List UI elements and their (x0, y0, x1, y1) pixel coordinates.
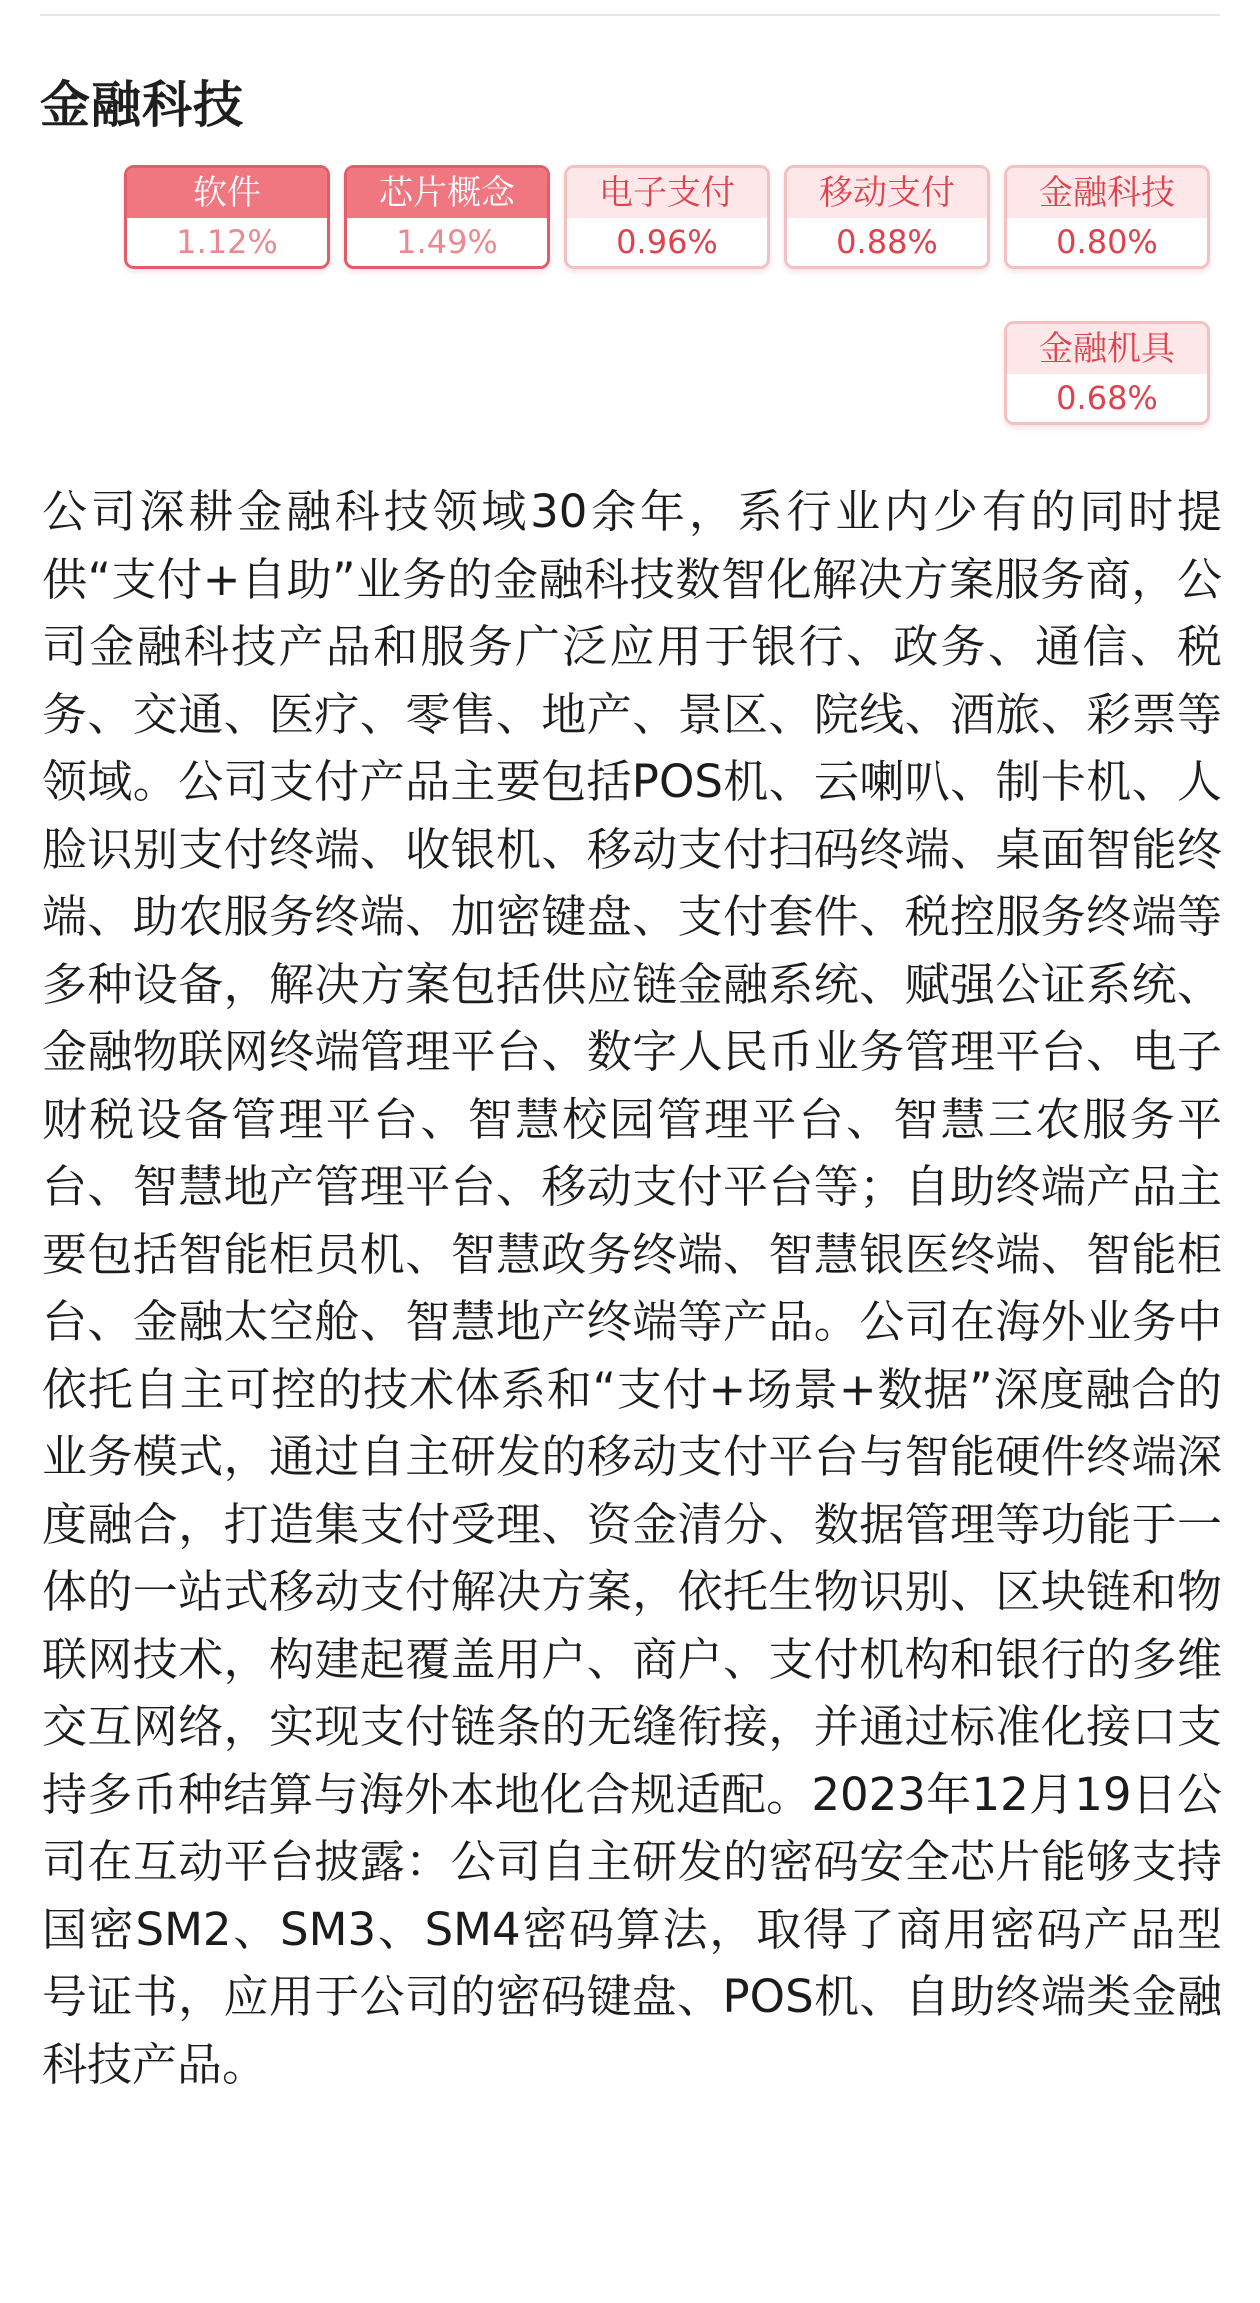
company-description: 公司深耕金融科技领域30余年，系行业内少有的同时提供“支付+自助”业务的金融科技数智化解决方案服务商，公司金融科技产品和服务广泛应用于银行、政务、通信、税务、交通、医疗、零售、地产、景区、院线、酒旅、彩票等领域。公司支付产品主要包括POS机、云喇叭、制卡机、人脸识别支付终端、收银机、移动支付扫码终端、桌面智能终端、助农服务终端、加密键盘、支付套件、税控服务终端等多种设备，解决方案包括供应链金融系统、赋强公证系统、金融物联网终端管理平台、数字人民币业务管理平台、电子财税设备管理平台、智慧校园管理平台、智慧三农服务平台、智慧地产管理平台、移动支付平台等；自助终端产品主要包括智能柜员机、智慧政务终端、智慧银医终端、智能柜台、金融太空舱、智慧地产终端等产品。公司在海外业务中依托自主可控的技术体系和“支付+场景+数据”深度融合的业务模式，通过自主研发的移动支付平台与智能硬件终端深度融合，打造集支付受理、资金清分、数据管理等功能于一体的一站式移动支付解决方案，依托生物识别、区块链和物联网技术，构建起覆盖用户、商户、支付机构和银行的多维交互网络，实现支付链条的无缝衔接，并通过标准化接口支持多币种结算与海外本地化合规适配。2023年12月19日公司在互动平台披露：公司自主研发的密码安全芯片能够支持国密SM2、SM3、SM4密码算法，取得了商用密码产品型号证书，应用于公司的密码键盘、POS机、自助终端类金融科技产品。 (42, 485, 1222, 2091)
tag-name: 芯片概念 (347, 168, 547, 218)
tag-name: 金融科技 (1007, 168, 1207, 218)
concept-tag-e-payment[interactable] (564, 165, 770, 269)
concept-tag-fintech[interactable] (1004, 165, 1210, 269)
tag-change: 0.80% (1007, 218, 1207, 266)
concept-tag-software[interactable] (124, 165, 330, 269)
tag-change: 0.88% (787, 218, 987, 266)
concept-tag-chip[interactable] (344, 165, 550, 269)
top-divider (40, 14, 1220, 16)
tag-name: 软件 (127, 168, 327, 218)
tag-name: 移动支付 (787, 168, 987, 218)
tag-change: 1.12% (127, 218, 327, 266)
tag-name: 电子支付 (567, 168, 767, 218)
tag-change: 0.96% (567, 218, 767, 266)
tag-change: 0.68% (1007, 374, 1207, 422)
concept-tag-mobile-payment[interactable] (784, 165, 990, 269)
tag-change: 1.49% (347, 218, 547, 266)
section-title: 金融科技 (40, 76, 244, 134)
tag-name: 金融机具 (1007, 324, 1207, 374)
concept-tag-financial-machinery[interactable] (1004, 321, 1210, 425)
